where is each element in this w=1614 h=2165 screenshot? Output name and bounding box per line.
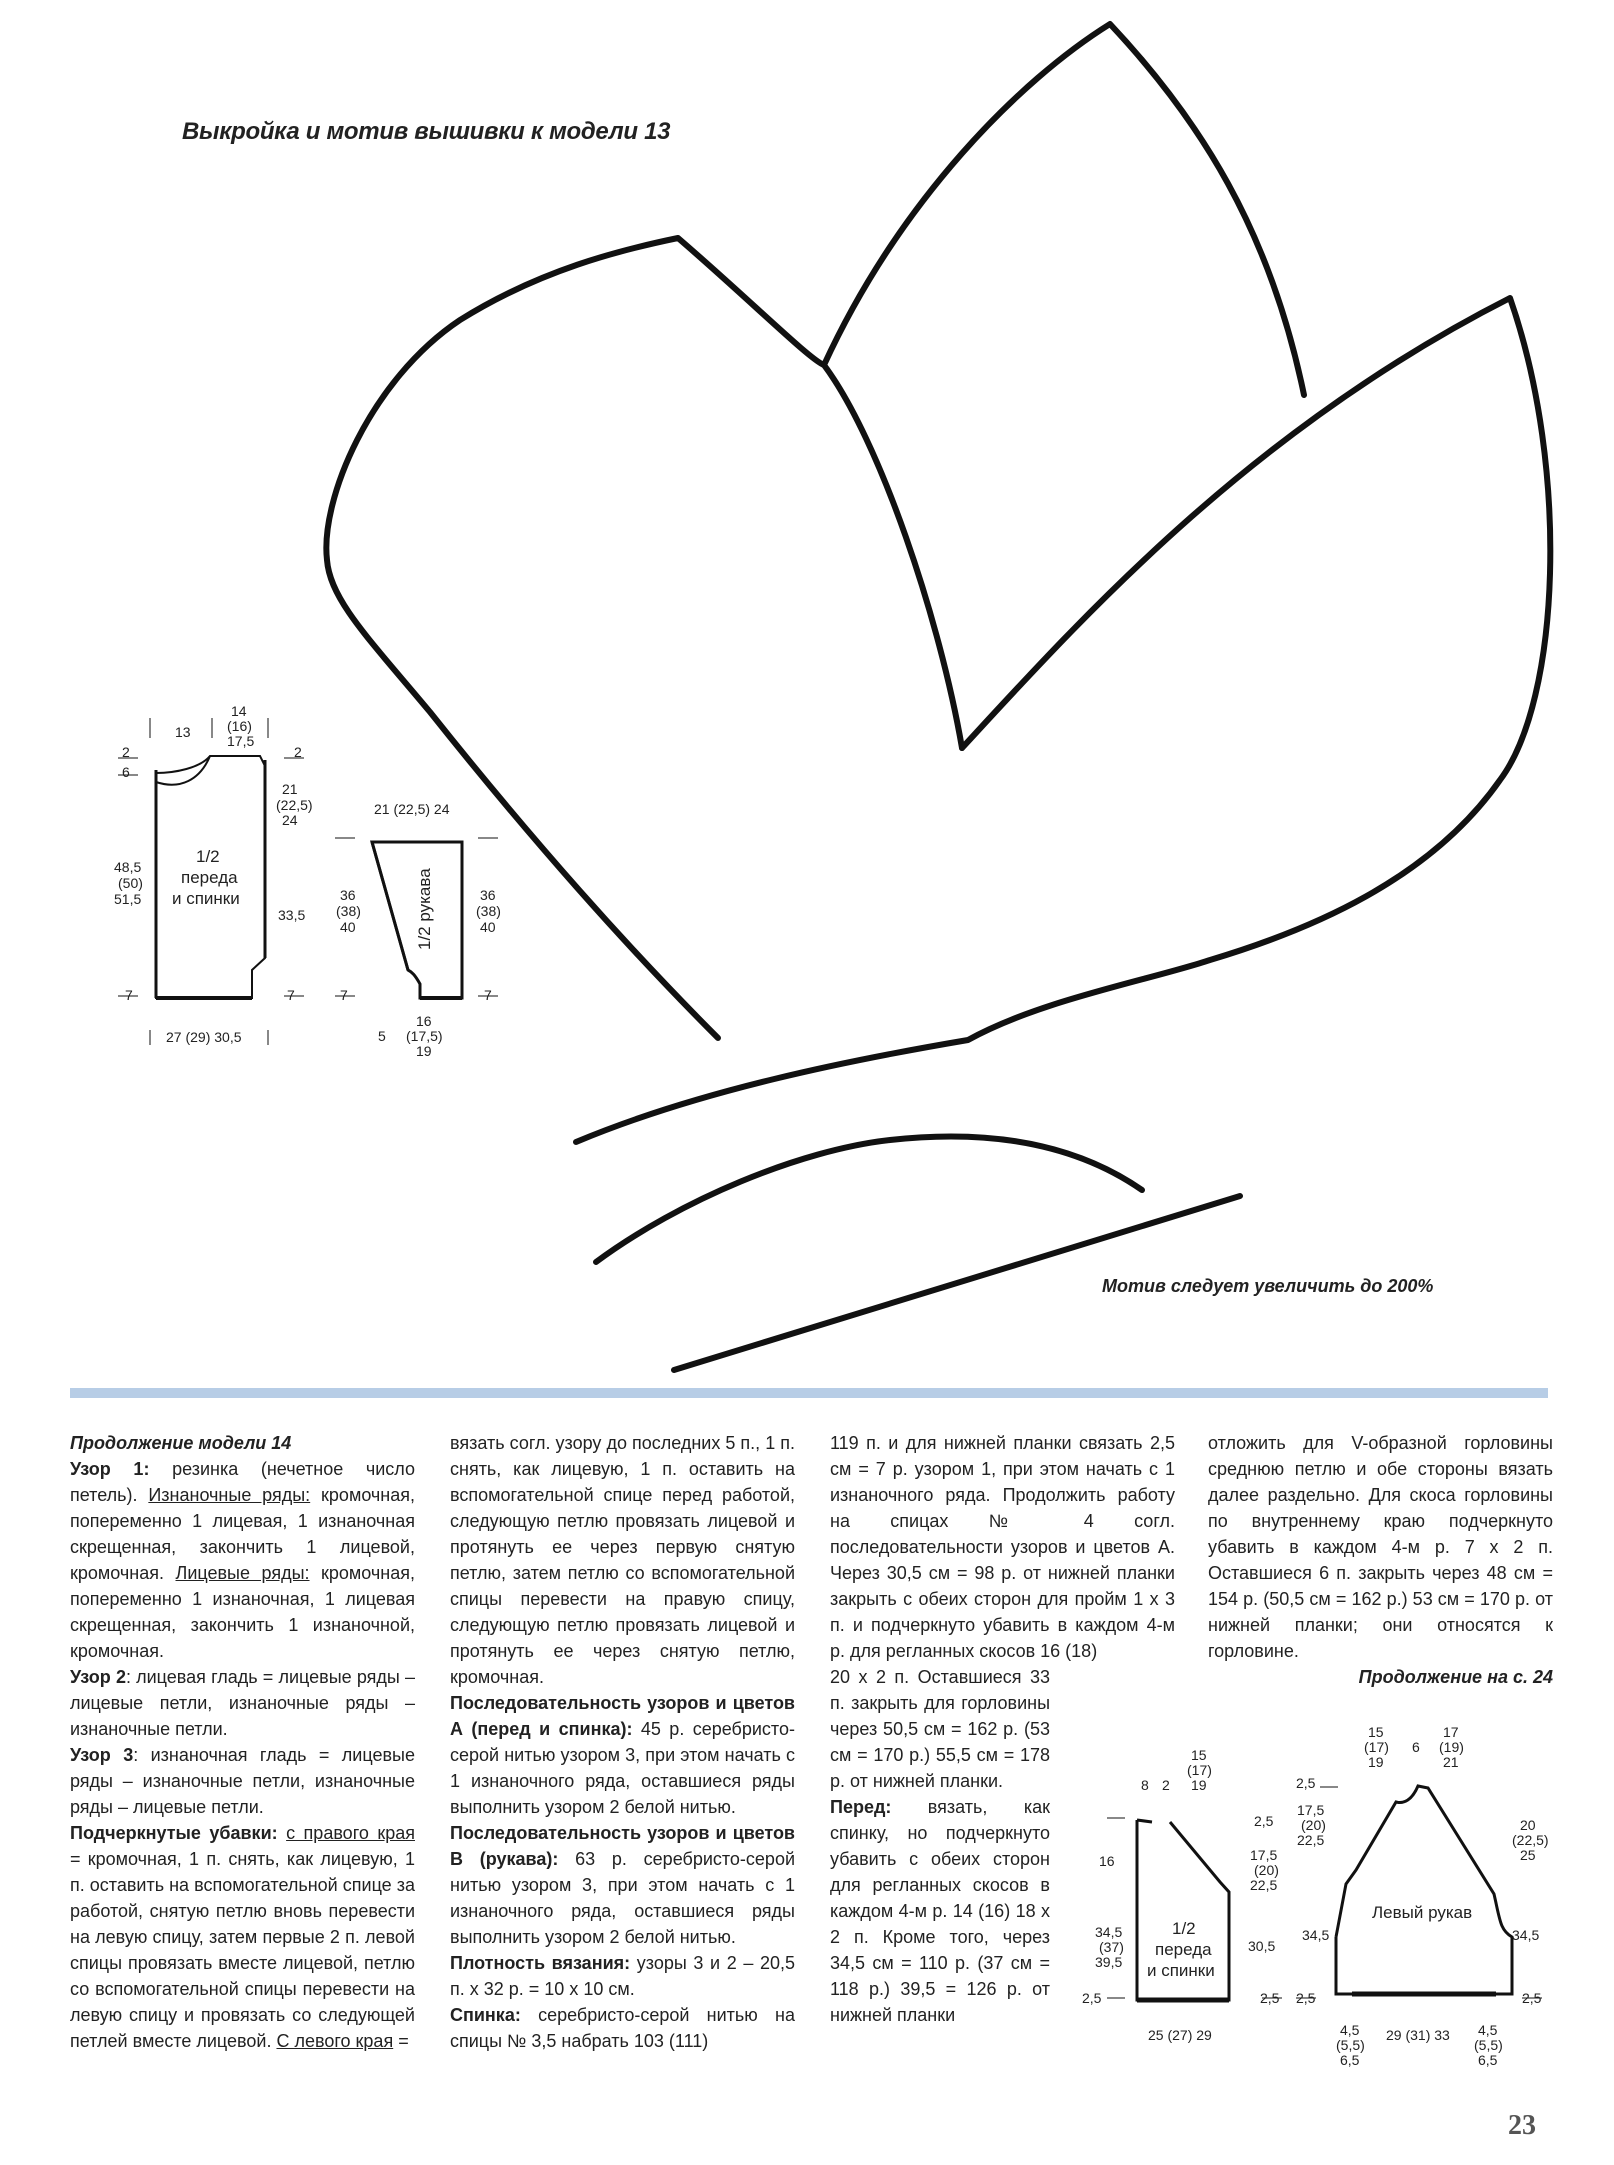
sequence-b: Последовательность узоров и цветов В (рукава): 63 р. серебристо-серой нитью узором 3, при этом начать с 1 изнаночного ряда, оставшиеся ряды выполнить узором 2 белой нитью. [450,1823,796,1947]
dim-b-bottom-1: 16 [416,1013,432,1029]
dim-b-left-2: (38) [336,903,361,919]
dim-a-shoulder-left: 2 [122,744,130,760]
dim-c-bottom: 25 (27) 29 [1148,2027,1212,2043]
dim-c-total-1: 34,5 [1095,1924,1123,1940]
label-c-3: и спинки [1147,1961,1215,1980]
dim-d-top-left-2: (17) [1364,1739,1389,1755]
diagram-left-sleeve [1336,1786,1512,1994]
dim-c-total-2: (37) [1099,1939,1124,1955]
dim-d-cuff-right-3: 6,5 [1478,2052,1498,2068]
dim-c-raglan-1: 17,5 [1250,1847,1278,1863]
dim-d-cuff-left-2: (5,5) [1336,2037,1365,2053]
dim-c-total-3: 39,5 [1095,1954,1123,1970]
pattern-1: Узор 1: резинка (нечетное число петель). Изнаночные ряды: кромочная, попеременно 1 лицевая, 1 изнаночная скрещенная, закончить 1 лицевой, кромочная. Лицевые ряды: кромочная, попеременно 1 изнаночная, 1 лицевая скрещенная, закончить 1 изнаночной, кромочная. [70,1459,416,1661]
dim-d-rib-right: 2,5 [1522,1990,1542,2006]
dim-a-neck-1: 14 [231,703,247,719]
label-b: 1/2 рукава [415,868,434,950]
back-cont-2: 20 х 2 п. Оставшиеся 33 п. закрыть для горловины через 50,5 см = 162 р. (53 см = 170 р.) 55,5 см = 178 р. от нижней планки. [830,1667,1050,1791]
dim-c-neck-depth: 16 [1099,1853,1115,1869]
section-divider [70,1388,1548,1398]
dim-c-top-b: 2 [1162,1777,1170,1793]
text-column-3 [830,1430,1175,2028]
text-column-4 [1208,1430,1553,1690]
dim-b-left-3: 40 [340,919,356,935]
dim-c-neck-3: 19 [1191,1777,1207,1793]
dim-a-total-2: (50) [118,875,143,891]
dim-b-bottom-offset: 5 [378,1028,386,1044]
dim-d-raglan-right-1: 20 [1520,1817,1536,1833]
pattern-2: Узор 2: лицевая гладь = лицевые ряды – лицевые петли, изнаночные ряды – изнаночные петли. [70,1667,415,1739]
dim-b-rib-left: 7 [340,987,348,1003]
dim-a-arm-3: 24 [282,812,298,828]
dim-d-top-right-1: 17 [1443,1724,1459,1740]
label-c-2: переда [1155,1940,1212,1959]
dim-c-top-drop: 2,5 [1254,1813,1274,1829]
dim-d-top-right-3: 21 [1443,1754,1459,1770]
dim-c-rib-left: 2,5 [1082,1990,1102,2006]
page-title: Выкройка и мотив вышивки к модели 13 [182,118,671,145]
dim-d-raglan-left-1: 17,5 [1297,1802,1325,1818]
sequence-a: Последовательность узоров и цветов А (перед и спинка): 45 р. серебристо-серой нитью узором 3, при этом начать с 1 изнаночного ряда, оставшиеся ряды выполнить узором 2 белой нитью. [450,1693,795,1817]
label-a-1: 1/2 [196,847,220,866]
dim-d-top-right-2: (19) [1439,1739,1464,1755]
dim-d-cuff-left-1: 4,5 [1340,2022,1360,2038]
dim-a-neck-3: 17,5 [227,733,255,749]
dim-c-raglan-2: (20) [1254,1862,1279,1878]
dim-a-total-1: 48,5 [114,859,142,875]
dim-b-rib-right: 7 [484,987,492,1003]
dim-a-side: 33,5 [278,907,306,923]
dim-b-right-3: 40 [480,919,496,935]
dim-b-right-1: 36 [480,887,496,903]
decreases-cont: вязать согл. узору до последних 5 п., 1 п. снять, как лицевую, 1 п. оставить на вспомогательной спице перед работой, следующую петлю провязать лицевой и протянуть ее через первую снятую петлю, затем петлю со вспомогательной спицы перевести на правую спицу, следующую петлю провязать лицевой и протянуть ее через снятую петлю, кромочная. [450,1433,795,1687]
dim-b-top: 21 (22,5) 24 [374,801,450,817]
label-a-2: переда [181,868,238,887]
dim-a-shoulder-right: 2 [294,744,302,760]
dim-d-side-right: 34,5 [1512,1927,1540,1943]
dim-d-rib-left: 2,5 [1296,1990,1316,2006]
dim-d-raglan-right-2: (22,5) [1512,1832,1549,1848]
text-column-1 [70,1430,415,2054]
dim-c-rib-right: 2,5 [1260,1990,1280,2006]
dim-d-cuff-right-2: (5,5) [1474,2037,1503,2053]
dim-b-bottom-2: (17,5) [406,1028,443,1044]
dim-a-bottom: 27 (29) 30,5 [166,1029,242,1045]
pattern-3: Узор 3: изнаночная гладь = лицевые ряды – изнаночные петли, изнаночные ряды – лицевые петли. [70,1745,415,1817]
dim-a-total-3: 51,5 [114,891,142,907]
front-cont: отложить для V-образной горловины среднюю петлю и обе стороны вязать далее раздельно. Для скоса горловины по внутреннему краю подчеркнуто убавить в каждом 4-м р. 7 х 2 п. Оставшиеся 6 п. закрыть через 48 см = 154 р. (50,5 см = 162 р.) 53 см = 170 р. от нижней планки; они относятся к горловине. [1208,1433,1553,1661]
dim-c-top-a: 8 [1141,1777,1149,1793]
back-cont: 119 п. и для нижней планки связать 2,5 см = 7 р. узором 1, при этом начать с 1 изнаночного ряда. Продолжить работу на спицах № 4 согл. последовательности узоров и цветов А. Через 30,5 см = 98 р. от нижней планки закрыть с обеих сторон для пройм 1 х 3 п. и подчеркнуто убавить в каждом 4-м р. для регланных скосов 16 (18) [830,1433,1175,1661]
dim-b-bottom-3: 19 [416,1043,432,1059]
dim-d-cuff-left-3: 6,5 [1340,2052,1360,2068]
dim-a-rib-left: 7 [125,987,133,1003]
dim-d-bottom: 29 (31) 33 [1386,2027,1450,2043]
dim-d-raglan-left-3: 22,5 [1297,1832,1325,1848]
dim-d-raglan-right-3: 25 [1520,1847,1536,1863]
dim-b-right-2: (38) [476,903,501,919]
dim-c-neck-1: 15 [1191,1747,1207,1763]
dim-d-side-left: 34,5 [1302,1927,1330,1943]
text-column-2 [450,1430,795,2054]
gauge: Плотность вязания: узоры 3 и 2 – 20,5 п. х 32 р. = 10 х 10 см. [450,1953,795,1999]
dim-c-raglan-3: 22,5 [1250,1877,1278,1893]
decreases: Подчеркнутые убавки: с правого края = кромочная, 1 п. снять, как лицевую, 1 п. оставить на вспомогательной спице за работой, снятую петлю вновь перевести на левую спицу, затем первые 2 п. левой спицы провязать вместе лицевой, петлю со вспомогательной спицы перевести на левую спицу и провязать со следующей петлей вместе лицевой. С левого края = [70,1823,415,2051]
motif-note: Мотив следует увеличить до 200% [1102,1276,1434,1296]
label-c-1: 1/2 [1172,1919,1196,1938]
front: Перед: вязать, как спинку, но подчеркнуто убавить с обеих сторон для регланных скосов в каждом 4-м р. 14 (16) 18 х 2 п. Кроме того, через 34,5 см = 110 р. (37 см = 118 р.) 39,5 = 126 р. от нижней планки [830,1797,1050,2025]
continuation-heading: Продолжение модели 14 [70,1433,292,1453]
dim-d-top-drop: 2,5 [1296,1775,1316,1791]
dim-a-arm-1: 21 [282,781,298,797]
continued-on: Продолжение на с. 24 [1358,1667,1553,1687]
label-a-3: и спинки [172,889,240,908]
dim-c-side: 30,5 [1248,1938,1276,1954]
dim-b-left-1: 36 [340,887,356,903]
dim-d-top-mid: 6 [1412,1739,1420,1755]
dim-d-top-left-1: 15 [1368,1724,1384,1740]
dim-d-top-left-3: 19 [1368,1754,1384,1770]
dim-a-neck-2: (16) [227,718,252,734]
page-number: 23 [1508,2110,1536,2141]
back: Спинка: серебристо-серой нитью на спицы № 3,5 набрать 103 (111) [450,2005,795,2051]
dim-a-rib-right: 7 [287,987,295,1003]
dim-d-raglan-left-2: (20) [1301,1817,1326,1833]
dim-a-arm-2: (22,5) [276,797,313,813]
dim-d-cuff-right-1: 4,5 [1478,2022,1498,2038]
dim-a-neck-depth: 6 [122,764,130,780]
label-d: Левый рукав [1372,1903,1473,1922]
dim-a-top-left: 13 [175,724,191,740]
dim-c-neck-2: (17) [1187,1762,1212,1778]
